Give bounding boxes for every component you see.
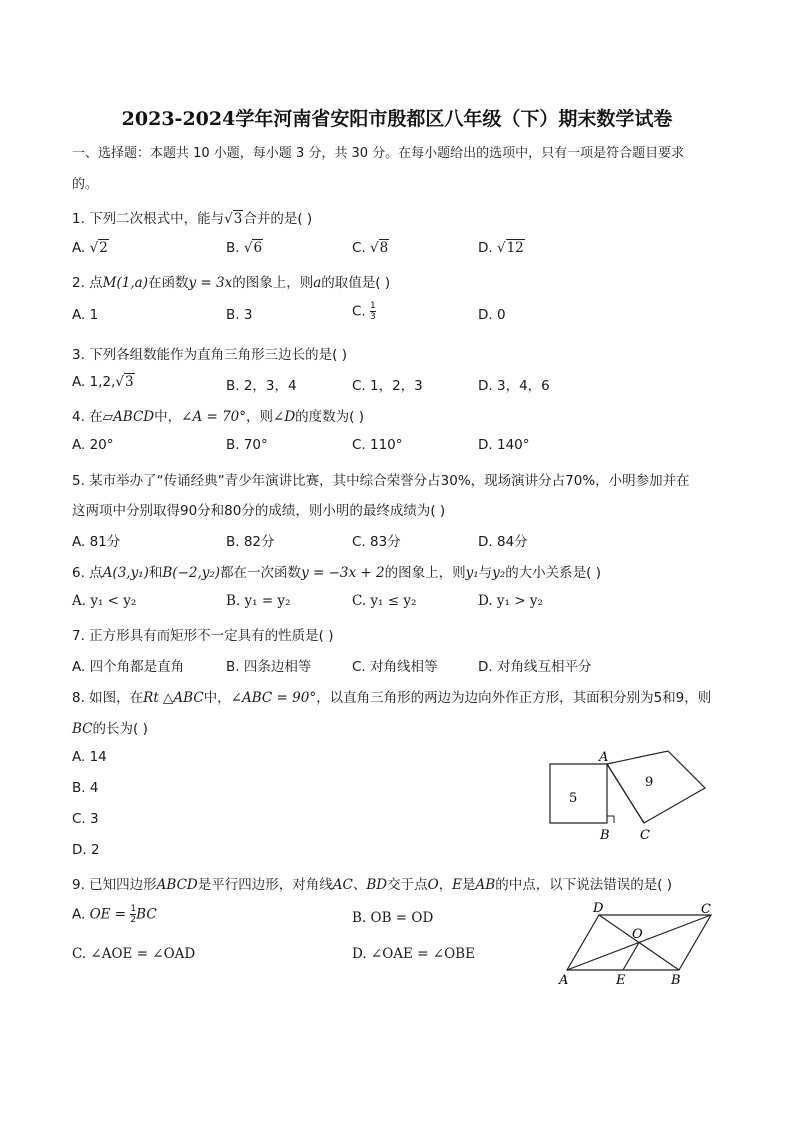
q2-stem-c: 的图象上，则 xyxy=(232,275,314,291)
q9-option-a-label: A. xyxy=(72,906,86,923)
area-right: 9 xyxy=(645,775,654,790)
q3-option-d[interactable]: D. 3，4，6 xyxy=(478,378,550,394)
label-d: D xyxy=(593,901,604,916)
label-c: C xyxy=(640,828,650,843)
q4-stem-c: ，则 xyxy=(246,409,274,425)
q3-option-b[interactable]: B. 2，3，4 xyxy=(226,378,297,394)
q6-option-c[interactable]: C. y₁ ≤ y₂ xyxy=(352,593,417,609)
q4-option-d[interactable]: D. 140° xyxy=(478,437,530,453)
q1-option-c-radicand: 8 xyxy=(379,240,389,256)
q5-option-a[interactable]: A. 81分 xyxy=(72,534,121,550)
question-5-line2: 这两项中分别取得90分和80分的成绩，则小明的最终成绩为( ) xyxy=(72,503,446,519)
q6-stem-e: 与 xyxy=(478,565,493,581)
q2-option-c-label: C. xyxy=(352,303,366,320)
q9-math-abcd: ABCD xyxy=(156,877,198,893)
right-angle-mark xyxy=(607,816,614,823)
label-a: A xyxy=(559,973,569,988)
question-6 xyxy=(72,561,601,581)
question-4 xyxy=(72,405,364,425)
q1-option-d-radicand: 12 xyxy=(506,240,524,256)
q6-option-a[interactable]: A. y₁ < y₂ xyxy=(72,593,137,609)
q7-option-c[interactable]: C. 对角线相等 xyxy=(352,659,438,675)
q7-option-d[interactable]: D. 对角线互相平分 xyxy=(478,659,592,675)
q1-option-b[interactable]: B. √6 xyxy=(226,240,263,256)
q9-option-a-lhs: OE = xyxy=(89,906,131,923)
q4-math-abcd: ABCD xyxy=(113,409,155,425)
q1-option-b-radicand: 6 xyxy=(253,240,263,256)
label-b: B xyxy=(671,973,681,988)
label-b: B xyxy=(600,828,610,843)
q6-stem-d: 的图象上，则 xyxy=(384,565,466,581)
q3-option-a[interactable]: A. 1,2,√3 xyxy=(72,374,134,390)
q8-option-b[interactable]: B. 4 xyxy=(72,780,99,796)
q4-math-angle-a: ∠A = 70° xyxy=(181,409,247,425)
q8-math-triangle: Rt △ABC xyxy=(143,690,204,706)
q6-math-func: y = −3x + 2 xyxy=(301,565,385,581)
q8-figure xyxy=(540,746,720,846)
q8-option-a[interactable]: A. 14 xyxy=(72,749,107,765)
label-a: A xyxy=(599,750,609,765)
q6-math-y2: y₂ xyxy=(492,565,506,581)
triangle-hypotenuse xyxy=(607,764,644,823)
q8-stem-c: ，以直角三角形的两边为边向外作正方形，其面积分别为5和9，则 xyxy=(316,690,712,706)
q9-stem-b: 是平行四边形，对角线 xyxy=(197,877,333,893)
question-3: 3. 下列各组数能作为直角三角形三边长的是( ) xyxy=(72,347,347,363)
q6-option-d[interactable]: D. y₁ > y₂ xyxy=(478,593,543,609)
area-left: 5 xyxy=(569,791,578,806)
q9-stem-c: 、 xyxy=(352,877,367,893)
q2-option-b[interactable]: B. 3 xyxy=(226,307,253,323)
q9-stem-e: ， xyxy=(438,877,453,893)
q9-option-d[interactable]: D. ∠OAE = ∠OBE xyxy=(352,946,475,962)
q9-math-e: E xyxy=(452,877,463,893)
q8-stem-b: 中， xyxy=(203,690,231,706)
q7-option-b[interactable]: B. 四条边相等 xyxy=(226,659,312,675)
q9-stem-d: 交于点 xyxy=(387,877,428,893)
q9-figure xyxy=(555,900,725,992)
q5-option-b[interactable]: B. 82分 xyxy=(226,534,275,550)
q6-stem-c: 都在一次函数 xyxy=(220,565,302,581)
q2-math-func: y = 3x xyxy=(188,275,233,291)
label-o: O xyxy=(632,927,643,942)
q9-option-b[interactable]: B. OB = OD xyxy=(352,910,434,926)
q3-option-a-radicand: 3 xyxy=(124,374,134,390)
q1-option-a-radicand: 2 xyxy=(99,240,108,256)
question-8-line2 xyxy=(72,717,148,737)
question-8-line1 xyxy=(72,686,711,706)
q8-stem-a: 8. 如图，在 xyxy=(72,690,144,706)
segment-oe xyxy=(623,943,639,971)
question-5-line1: 5. 某市举办了“传诵经典”青少年演讲比赛，其中综合荣誉分占30%，现场演讲分占70%，小明参加并在 xyxy=(72,473,690,489)
q2-option-a[interactable]: A. 1 xyxy=(72,307,99,323)
q6-math-y1: y₁ xyxy=(465,565,479,581)
q4-option-c[interactable]: C. 110° xyxy=(352,437,403,453)
q1-option-a[interactable]: A. √2 xyxy=(72,240,108,256)
q4-stem-d: 的度数为( ) xyxy=(295,409,364,425)
question-2 xyxy=(72,271,390,291)
q9-option-a[interactable] xyxy=(72,904,157,925)
label-c: C xyxy=(701,902,711,917)
q6-option-b[interactable]: B. y₁ = y₂ xyxy=(226,593,291,609)
q1-radicand: 3 xyxy=(233,211,243,227)
q2-stem-a: 2. 点 xyxy=(72,275,103,291)
q5-option-d[interactable]: D. 84分 xyxy=(478,534,528,550)
fraction-numerator: 1 xyxy=(370,301,376,311)
label-e: E xyxy=(616,973,626,988)
q3-option-a-label: A. xyxy=(72,374,86,390)
q4-option-b[interactable]: B. 70° xyxy=(226,437,268,453)
q1-option-a-label: A. xyxy=(72,240,86,256)
q8-math-bc: BC xyxy=(72,721,93,737)
q9-math-o: O xyxy=(427,877,439,893)
q8-math-angle: ∠ABC = 90° xyxy=(230,690,317,706)
q9-stem-g: 的中点，以下说法错误的是( ) xyxy=(495,877,673,893)
q4-stem-b: 中， xyxy=(154,409,182,425)
q3-option-a-value: 1,2, xyxy=(89,374,116,390)
square-left xyxy=(550,764,607,823)
question-1 xyxy=(72,207,312,227)
q2-stem-b: 在函数 xyxy=(147,275,189,291)
section-instruction-line2: 的。 xyxy=(72,177,99,192)
fraction-numerator: 1 xyxy=(130,904,137,914)
q2-option-d[interactable]: D. 0 xyxy=(478,307,506,323)
q4-stem-a: 4. 在▱ xyxy=(72,409,114,425)
q1-sqrt: √3 xyxy=(224,211,243,227)
q2-option-c[interactable] xyxy=(352,301,376,322)
q9-math-bd: BD xyxy=(366,877,388,893)
q2-option-c-fraction xyxy=(370,301,376,322)
q9-math-ac: AC xyxy=(332,877,353,893)
q6-math-point-a: A(3,y₁) xyxy=(102,565,149,581)
q1-option-d[interactable]: D. √12 xyxy=(478,240,524,256)
q6-math-point-b: B(−2,y₂) xyxy=(162,565,221,581)
question-9 xyxy=(72,873,672,893)
fraction-denominator: 2 xyxy=(130,915,137,925)
section-instruction-line1: 一、选择题：本题共 10 小题，每小题 3 分，共 30 分。在每小题给出的选项中，只有一项是符合题目要求 xyxy=(72,146,685,161)
q9-option-a-rhs: BC xyxy=(136,906,157,923)
q1-option-b-label: B. xyxy=(226,240,240,256)
q9-stem-f: 是 xyxy=(462,877,476,893)
q7-option-a[interactable]: A. 四个角都是直角 xyxy=(72,659,185,675)
q9-option-c[interactable]: C. ∠AOE = ∠OAD xyxy=(72,946,196,962)
q9-stem-a: 9. 已知四边形 xyxy=(72,877,157,893)
fraction-denominator: 3 xyxy=(370,312,376,322)
q2-math-a: a xyxy=(313,275,322,291)
q4-option-a[interactable]: A. 20° xyxy=(72,437,114,453)
q1-option-c-label: C. xyxy=(352,240,366,256)
q9-math-ab: AB xyxy=(475,877,496,893)
q2-stem-d: 的取值是( ) xyxy=(321,275,391,291)
q8-stem-d: 的长为( ) xyxy=(92,721,148,737)
q8-option-d[interactable]: D. 2 xyxy=(72,842,100,858)
q2-math-point: M(1,a) xyxy=(102,275,148,291)
q1-option-c[interactable]: C. √8 xyxy=(352,240,389,256)
q6-stem-b: 和 xyxy=(148,565,163,581)
q1-option-d-label: D. xyxy=(478,240,493,256)
q3-option-c[interactable]: C. 1，2，3 xyxy=(352,378,423,394)
q4-math-angle-d: ∠D xyxy=(273,409,296,425)
q8-option-c[interactable]: C. 3 xyxy=(72,811,99,827)
q1-stem-b: 合并的是( ) xyxy=(243,211,313,227)
page-title: 2023-2024学年河南省安阳市殷都区八年级（下）期末数学试卷 xyxy=(121,108,673,130)
q1-stem-a: 1. 下列二次根式中，能与 xyxy=(72,211,225,227)
q6-stem-a: 6. 点 xyxy=(72,565,103,581)
question-7: 7. 正方形具有而矩形不一定具有的性质是( ) xyxy=(72,628,334,644)
q6-stem-f: 的大小关系是( ) xyxy=(505,565,602,581)
q5-option-c[interactable]: C. 83分 xyxy=(352,534,401,550)
